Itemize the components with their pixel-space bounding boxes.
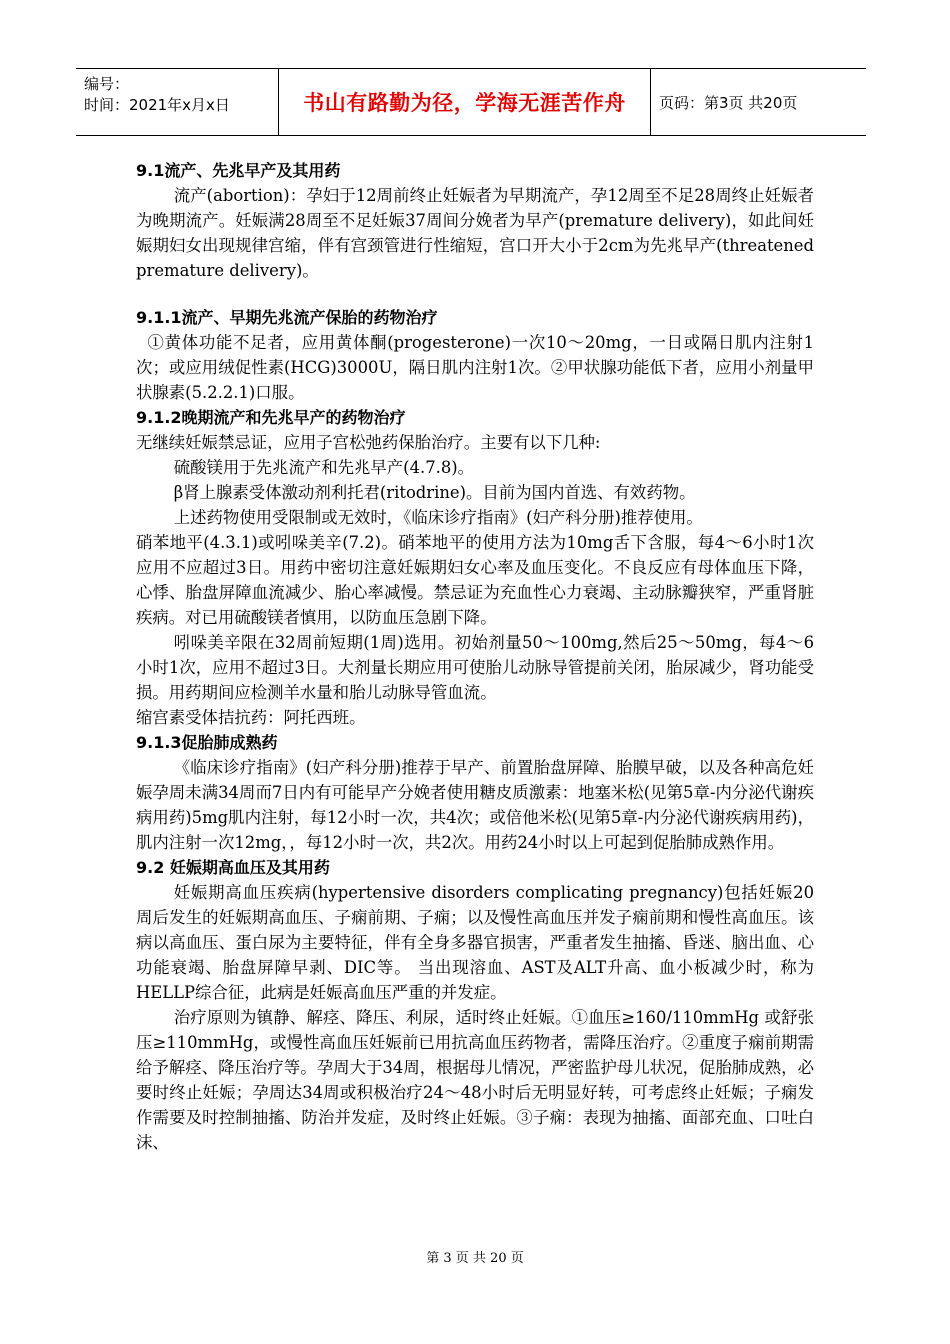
paragraph-spacer xyxy=(136,283,814,305)
paragraph: 硝苯地平(4.3.1)或吲哚美辛(7.2)。硝苯地平的使用方法为10mg舌下含服，每4～6小时1次应用不应超过3日。用药中密切注意妊娠期妇女心率及血压变化。不良反应有母体血压下降，心悸、胎盘屏障血流减少、胎心率减慢。禁忌证为充血性心力衰竭、主动脉瓣狭窄，严重肾脏疾病。对已用硫酸镁者慎用，以防血压急剧下降。 xyxy=(136,533,814,627)
document-time-label: 时间：2021年x月x日 xyxy=(84,96,230,114)
header-motto: 书山有路勤为径，学海无涯苦作舟 xyxy=(279,69,651,135)
section-heading: 9.1.3促胎肺成熟药 xyxy=(136,733,278,752)
paragraph: 硫酸镁用于先兆流产和先兆早产(4.7.8)。 xyxy=(173,458,475,477)
header-page-number: 页码：第3页 共20页 xyxy=(659,93,798,112)
page-header xyxy=(76,68,866,136)
paragraph: ①黄体功能不足者，应用黄体酮(progesterone)一次10～20mg，一日或隔日肌内注射1次；或应用绒促性素(HCG)3000U，隔日肌内注射1次。②甲状腺功能低下者，应用小剂量甲状腺素(5.2.2.1)口服。 xyxy=(136,333,814,402)
paragraph: β肾上腺素受体激动剂利托君(ritodrine)。目前为国内首选、有效药物。 xyxy=(173,483,696,502)
paragraph: 无继续妊娠禁忌证，应用子宫松弛药保胎治疗。主要有以下几种: xyxy=(136,433,601,452)
section-heading: 9.1流产、先兆早产及其用药 xyxy=(136,161,341,180)
document-body xyxy=(136,158,814,1155)
page-footer: 第 3 页 共 20 页 xyxy=(426,1251,524,1266)
document-number-label: 编号： xyxy=(84,75,130,93)
paragraph: 流产(abortion)：孕妇于12周前终止妊娠者为早期流产，孕12周至不足28周终止妊娠者为晚期流产。妊娠满28周至不足妊娠37周间分娩者为早产(premature delivery)，如此间妊娠期妇女出现规律宫缩，伴有宫颈管进行性缩短，宫口开大小于2cm为先兆早产(threatened premature delivery)。 xyxy=(136,186,814,280)
paragraph: 缩宫素受体拮抗药：阿托西班。 xyxy=(136,708,366,727)
section-heading: 9.1.2晚期流产和先兆早产的药物治疗 xyxy=(136,408,406,427)
paragraph: 治疗原则为镇静、解痉、降压、利尿，适时终止妊娠。①血压≥160/110mmHg 或舒张压≥110mmHg，或慢性高血压妊娠前已用抗高血压药物者，需降压治疗。②重度子痫前期需给予解痉、降压治疗等。孕周大于34周，根据母儿情况，严密监护母儿状况，促胎肺成熟，必要时终止妊娠；孕周达34周或积极治疗24～48小时后无明显好转，可考虑终止妊娠；子痫发作需要及时控制抽搐、防治并发症，及时终止妊娠。③子痫：表现为抽搐、面部充血、口吐白沫、 xyxy=(136,1008,814,1152)
header-meta xyxy=(76,69,279,135)
paragraph: 《临床诊疗指南》(妇产科分册)推荐于早产、前置胎盘屏障、胎膜早破，以及各种高危妊娠孕周未满34周而7日内有可能早产分娩者使用糖皮质激素：地塞米松(见第5章-内分泌代谢疾病用药)5mg肌内注射，每12小时一次，共4次；或倍他米松(见第5章-内分泌代谢疾病用药)，肌内注射一次12mg，，每12小时一次，共2次。用药24小时以上可起到促胎肺成熟作用。 xyxy=(136,758,814,852)
paragraph: 吲哚美辛限在32周前短期(1周)选用。初始剂量50～100mg,然后25～50mg，每4～6小时1次，应用不超过3日。大剂量长期应用可使胎儿动脉导管提前关闭，胎尿减少，肾功能受损。用药期间应检测羊水量和胎儿动脉导管血流。 xyxy=(136,633,814,702)
paragraph: 上述药物使用受限制或无效时，《临床诊疗指南》(妇产科分册)推荐使用。 xyxy=(173,508,703,527)
paragraph: 妊娠期高血压疾病(hypertensive disorders complicating pregnancy)包括妊娠20周后发生的妊娠期高血压、子痫前期、子痫；以及慢性高血压并发子痫前期和慢性高血压。该病以高血压、蛋白尿为主要特征，伴有全身多器官损害，严重者发生抽搐、昏迷、脑出血、心功能衰竭、胎盘屏障早剥、DIC等。 当出现溶血、AST及ALT升高、血小板减少时，称为HELLP综合征，此病是妊娠高血压严重的并发症。 xyxy=(136,883,814,1002)
section-heading: 9.1.1流产、早期先兆流产保胎的药物治疗 xyxy=(136,308,438,327)
section-heading: 9.2 妊娠期高血压及其用药 xyxy=(136,858,330,877)
